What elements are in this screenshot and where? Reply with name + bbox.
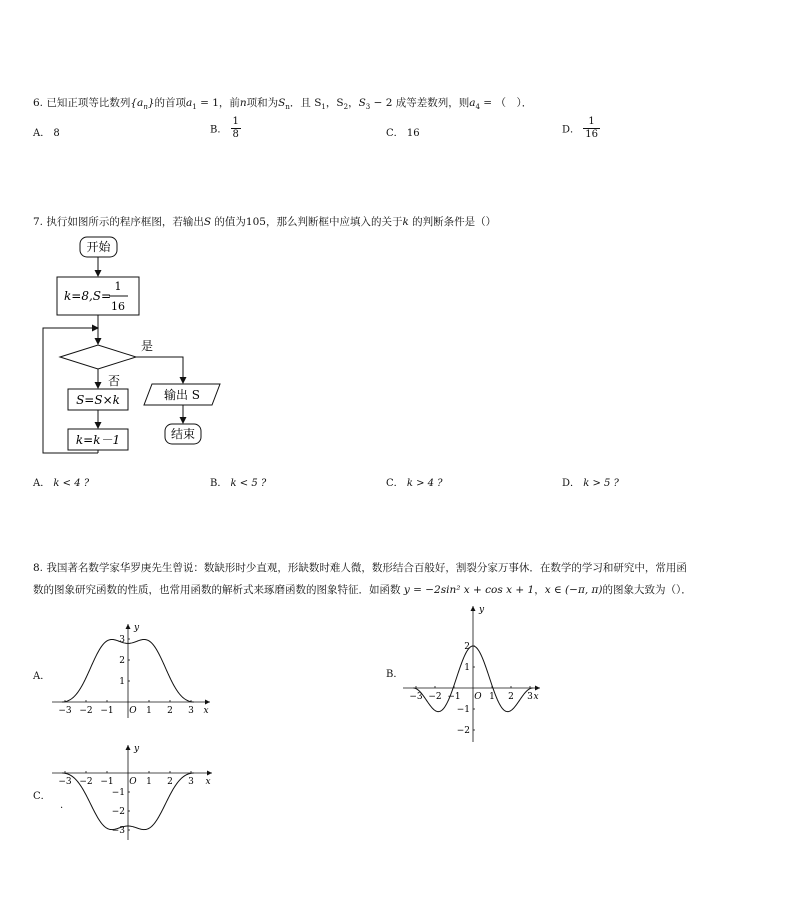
q6-n: n	[239, 97, 247, 109]
q8-option-b-label[interactable]: B．	[386, 669, 404, 680]
q6-a1: a	[186, 97, 193, 109]
option-label: C．	[386, 478, 404, 489]
option-label: D．	[562, 124, 581, 136]
graphA-x-label: x	[203, 706, 209, 716]
graphB-y-tick-label: 2	[464, 642, 470, 652]
q8-option-a-label[interactable]: A．	[33, 671, 51, 682]
fraction-denominator: 16	[585, 128, 598, 140]
graphB-x-arrow	[535, 686, 540, 691]
flow-init-denominator: 16	[111, 300, 125, 313]
graphC-y-tick-label: −1	[111, 788, 125, 798]
q6-s3-rest: − 2	[370, 97, 393, 109]
q6-text-d: 项和为	[246, 97, 279, 109]
q7-text-d: 的判断条件是（）	[408, 216, 497, 228]
option-label: A．	[33, 128, 51, 139]
q6-a1-sub: 1	[192, 103, 197, 112]
graphA-x-tick-label: 3	[188, 706, 194, 716]
q7-s: S	[203, 216, 212, 228]
graphA-y-tick-label: 3	[119, 635, 125, 645]
graphB-x-tick-label: 1	[489, 692, 495, 702]
graphB-y-tick-label: −1	[456, 705, 470, 715]
q6-text-b: 的首项	[154, 97, 187, 109]
q6-a4: a	[469, 97, 476, 109]
q8-text-a: 数的图象研究函数的性质，也常用函数的解析式来琢磨函数的图象特征．如函数	[33, 584, 401, 596]
q6-s3-sub: 3	[365, 103, 371, 112]
graphB-x-tick-label: O	[474, 692, 482, 702]
graphB-y-label: y	[479, 605, 485, 615]
graphC-y-tick-label: −2	[111, 807, 125, 817]
option-text: k < 5 ?	[230, 478, 267, 489]
q6-sn: S	[278, 97, 286, 109]
graphA-y-label: y	[134, 623, 140, 633]
flow-end-label: 结束	[170, 427, 196, 441]
q6-text-c: ，前	[218, 97, 240, 109]
option-text: k > 5 ?	[583, 478, 619, 489]
q6-text-f: ，S	[325, 97, 344, 109]
graphC-y-arrow	[126, 745, 131, 750]
option-label: B．	[210, 478, 228, 489]
q6-text-i: = （ ）．	[479, 97, 533, 109]
flow-step2-label: k=k－1	[75, 433, 121, 447]
q8-domain: x ∈ (−π, π)	[544, 584, 603, 596]
graphB-x-label: x	[533, 692, 539, 702]
graphA-x-tick-label: −1	[100, 706, 114, 716]
graphA-x-tick-label: −3	[58, 706, 72, 716]
q7-text-a: 7. 执行如图所示的程序框图，若输出	[33, 216, 204, 228]
q7-text-b: 的值为	[211, 216, 246, 228]
q6-text-e: ．且 S	[289, 97, 322, 109]
option-text: 8	[53, 128, 60, 139]
graphC-x-label: x	[205, 777, 211, 787]
q8-text-b: 的图象大致为（）．	[602, 584, 692, 596]
option-label: C．	[386, 128, 404, 139]
q6-text-h: 成等差数列，则	[392, 97, 470, 109]
q6-a1-eq: = 1	[196, 97, 219, 109]
option-label: D．	[562, 478, 581, 489]
q7-k: k	[402, 216, 409, 228]
graphC-x-tick-label: −1	[100, 777, 114, 787]
option-text: k < 4 ?	[53, 478, 90, 489]
option-label: A．	[33, 478, 51, 489]
graphB-y-arrow	[471, 606, 476, 611]
q8-option-c-extra: .	[60, 800, 64, 811]
graphC-y-tick-label: −3	[111, 826, 125, 836]
fraction-denominator: 8	[232, 128, 239, 140]
graphA-x-tick-label: −2	[79, 706, 93, 716]
graphB-x-tick-label: 2	[508, 692, 514, 702]
graphB-x-tick-label: −2	[428, 692, 442, 702]
flow-init-label: k=8,S=	[64, 289, 112, 303]
fraction-numerator: 1	[232, 116, 239, 127]
graphB-y-tick-label: −2	[456, 726, 470, 736]
graphB-x-tick-label: 3	[527, 692, 533, 702]
flow-no-label: 否	[108, 374, 121, 388]
graphC-x-arrow	[207, 771, 212, 776]
q8-function: y = −2sin² x + cos x + 1	[403, 584, 535, 596]
q6-sn-sub: n	[285, 103, 290, 112]
q8-option-c-label[interactable]: C．	[33, 791, 51, 802]
graphC-y-label: y	[134, 744, 140, 754]
option-text: 16	[406, 128, 420, 139]
question-8-line1: 8. 我国著名数学家华罗庚先生曾说：数缺形时少直观，形缺数时难人微，数形结合百般好，割裂分家万事休．在数学的学习和研究中，常用函	[33, 562, 687, 574]
q6-s2-sub: 2	[343, 103, 349, 112]
q6-text-a: 6. 已知正项等比数列	[33, 97, 131, 109]
graphA-x-arrow	[205, 700, 210, 705]
flow-start-label: 开始	[86, 240, 111, 254]
q6-text-g: ，	[348, 97, 359, 109]
graphA-y-tick-label: 2	[119, 656, 125, 666]
q6-seq-base: {a	[130, 97, 144, 109]
graphA-y-arrow	[126, 624, 131, 629]
q7-value: 105	[245, 216, 266, 228]
option-label: B．	[210, 124, 228, 136]
flow-yes-label: 是	[141, 339, 154, 353]
graphA-x-tick-label: O	[129, 706, 137, 716]
fraction-numerator: 1	[588, 116, 595, 127]
graphC-x-tick-label: 2	[167, 777, 173, 787]
graphC-x-tick-label: O	[129, 777, 137, 787]
graphA-x-tick-label: 2	[167, 706, 173, 716]
graphC-x-tick-label: 1	[146, 777, 152, 787]
q6-s3: S	[358, 97, 366, 109]
flow-output-label: 输出 S	[163, 388, 201, 402]
flow-step1-label: S=S×k	[76, 393, 120, 407]
q6-seq-sub: n	[143, 103, 148, 112]
graphC-x-tick-label: −3	[58, 777, 72, 787]
graphC-x-tick-label: −2	[79, 777, 93, 787]
graphB-x-tick-label: −3	[409, 692, 423, 702]
graphB-y-tick-label: 1	[464, 663, 470, 673]
q6-s1-sub: 1	[321, 103, 326, 112]
q6-a4-sub: 4	[475, 103, 480, 112]
question-8-line2: 数的图象研究函数的性质，也常用函数的解析式来琢磨函数的图象特征．如函数 y = −2sin² x + cos x + 1，x ∈ (−π, π)的图象大致为（）．	[33, 584, 692, 596]
graphC-x-tick-label: 3	[188, 777, 194, 787]
graphB-x-tick-label: −1	[447, 692, 461, 702]
option-text: k > 4 ?	[406, 478, 443, 489]
q7-text-c: ，那么判断框中应填入的关于	[265, 216, 403, 228]
graphA-y-tick-label: 1	[119, 677, 125, 687]
flow-init-numerator: 1	[114, 280, 122, 293]
q6-seq-close: }	[147, 97, 155, 109]
graphA-x-tick-label: 1	[146, 706, 152, 716]
